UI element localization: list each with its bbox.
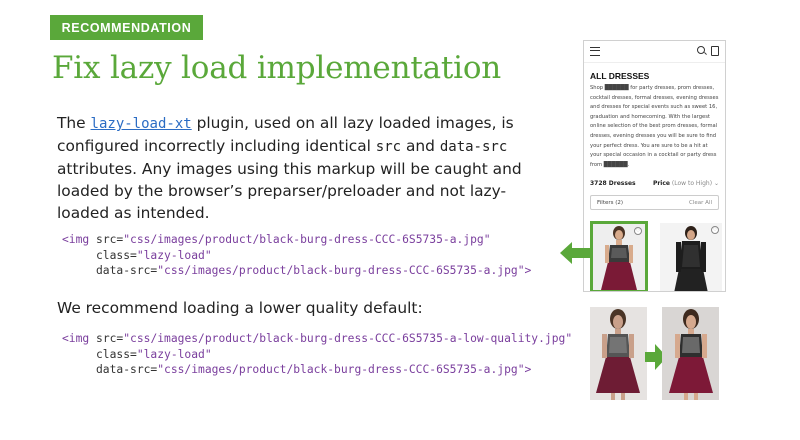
shopping-bag-icon[interactable]: [711, 46, 719, 56]
code-value: "css/images/product/black-burg-dress-CCC-6S5735-a.jpg": [157, 264, 525, 277]
category-heading: ALL DRESSES: [590, 71, 650, 81]
hamburger-menu-icon[interactable]: [590, 47, 600, 56]
code-tag-open: <img: [62, 332, 90, 345]
filters-label[interactable]: Filters (2): [597, 199, 624, 206]
price-sort-order: (Low to High): [671, 180, 713, 187]
current-markup-code: [62, 232, 531, 279]
dress-image: [590, 307, 647, 400]
filter-bar[interactable]: [590, 195, 719, 210]
code-tag-close: >: [524, 264, 532, 277]
code-attr: class=: [62, 347, 137, 361]
chevron-down-icon: ⌄: [713, 180, 719, 187]
code-tag-open: <img: [62, 233, 90, 246]
arrow-left-icon: [560, 242, 592, 264]
price-sort[interactable]: [653, 180, 719, 187]
intro-text-2: plugin, used on all lazy loaded images, is configured incorrectly including identical: [57, 114, 514, 155]
intro-text-4: attributes. Any images using this markup will be caught and loaded by the browser’s preparser/preloader and not lazy-loaded as intended.: [57, 160, 522, 222]
price-sort-label: Price: [652, 180, 670, 187]
page-title: Fix lazy load implementation: [52, 50, 502, 86]
recommended-markup-code: [62, 331, 572, 378]
intro-text-3: and: [401, 137, 440, 155]
category-description: Shop ██████ for party dresses, prom dresses, cocktail dresses, formal dresses, evening dresses and dresses for special events such as sweet 16, graduation and homecoming. With the largest online selection of the best prom dresses, formal dresses, evening dresses you will be sure to find your perfect dress. You are sure to be a hit at your special occasion in a cocktail or party dress from ██████.: [590, 85, 719, 168]
product-card-highlighted[interactable]: [590, 221, 648, 292]
intro-text-1: The: [57, 114, 91, 132]
mobile-header: [584, 41, 725, 63]
recommendation-text: We recommend loading a lower quality default:: [57, 299, 423, 317]
src-attr-code: src: [375, 139, 402, 155]
search-icon[interactable]: [697, 46, 705, 54]
code-attr: class=: [62, 248, 137, 262]
code-attr: data-src=: [62, 264, 158, 277]
code-value: "lazy-load": [136, 347, 212, 361]
recommendation-badge: RECOMMENDATION: [50, 15, 203, 40]
intro-paragraph: [57, 112, 537, 224]
code-tag-close: >: [524, 363, 532, 376]
low-quality-dress-photo: [590, 307, 647, 400]
clear-all-link[interactable]: Clear All: [689, 199, 712, 206]
plugin-link[interactable]: lazy-load-xt: [90, 116, 192, 132]
product-card[interactable]: [660, 223, 722, 292]
code-attr: src=: [89, 332, 124, 345]
code-value: "css/images/product/black-burg-dress-CCC-6S5735-a.jpg": [157, 363, 525, 376]
code-attr: data-src=: [62, 363, 158, 376]
full-quality-dress-photo: [662, 307, 719, 400]
result-count: 3728 Dresses: [590, 180, 636, 187]
dress-image: [662, 307, 719, 400]
heart-icon[interactable]: ♡: [712, 227, 718, 233]
data-src-attr-code: data-src: [439, 139, 508, 155]
code-attr: src=: [89, 233, 124, 246]
product-grid: [590, 221, 726, 292]
sort-bar: [590, 180, 719, 187]
code-value: "css/images/product/black-burg-dress-CCC-6S5735-a-low-quality.jpg": [123, 332, 573, 345]
heart-icon[interactable]: ♡: [635, 228, 641, 234]
code-value: "css/images/product/black-burg-dress-CCC-6S5735-a.jpg": [123, 233, 491, 246]
code-value: "lazy-load": [136, 248, 212, 262]
mobile-screenshot: [583, 40, 726, 292]
